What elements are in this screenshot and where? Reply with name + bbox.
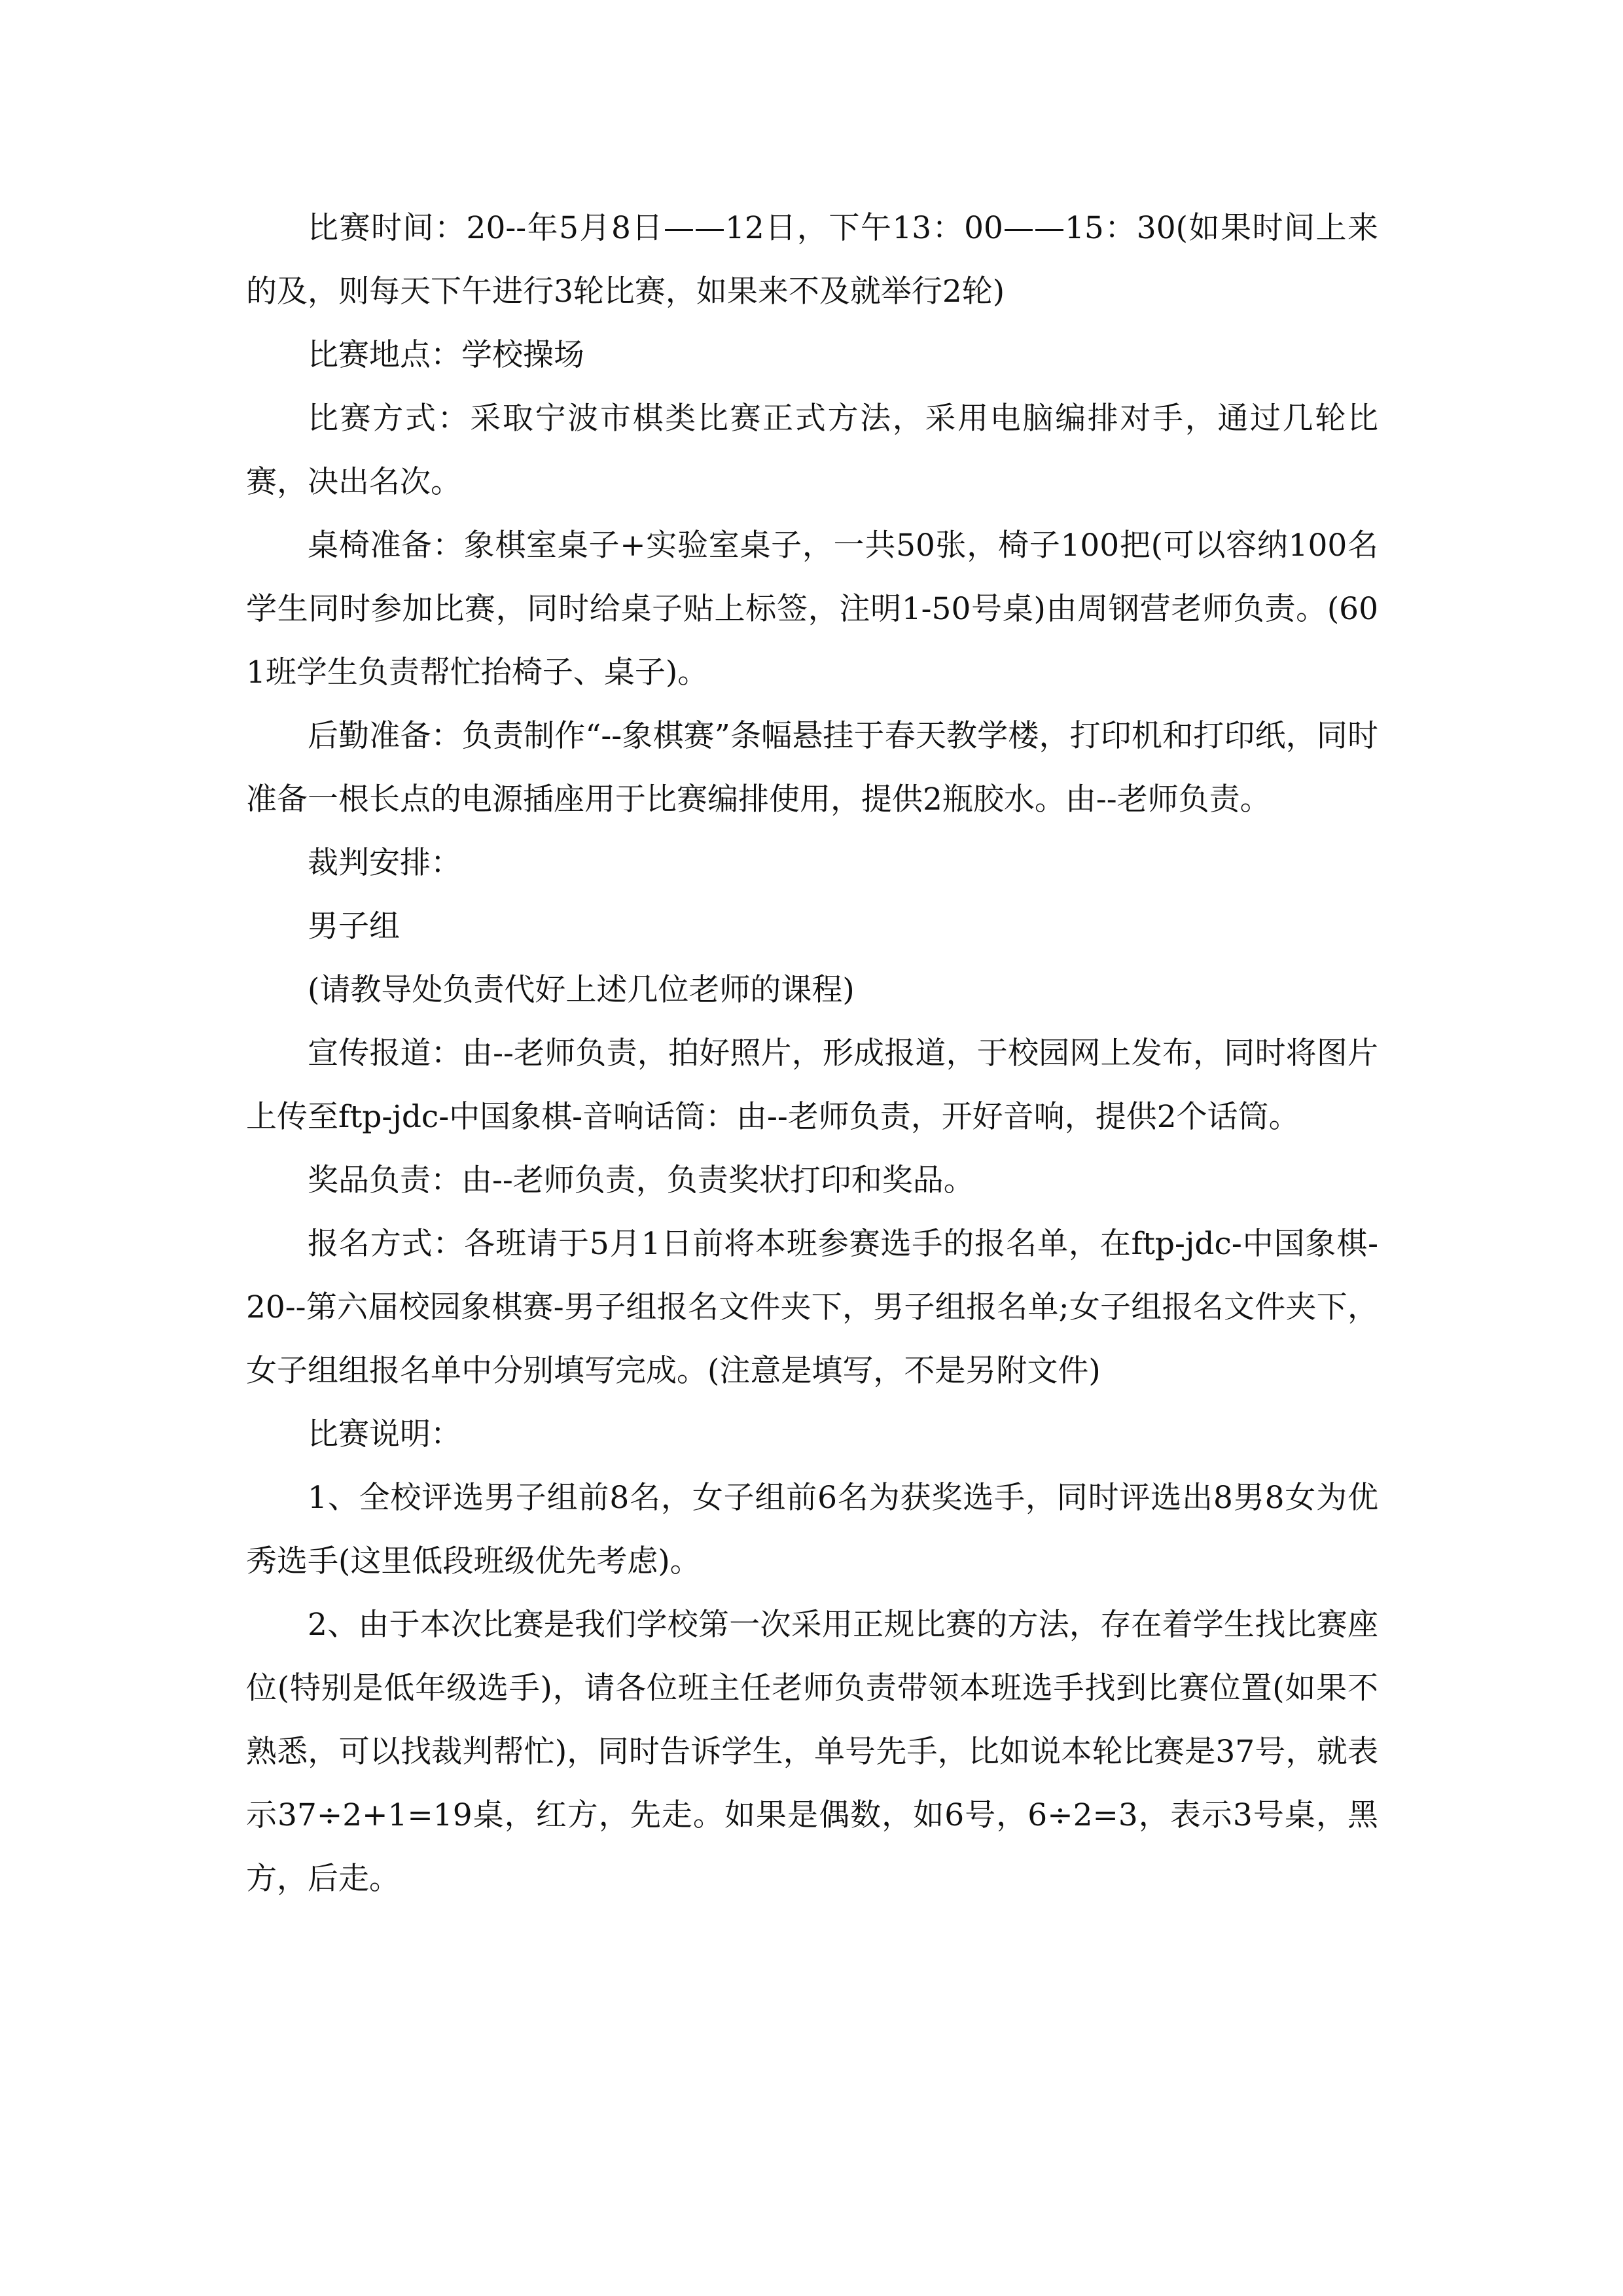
paragraph-note-2: 2、由于本次比赛是我们学校第一次采用正规比赛的方法，存在着学生找比赛座位(特别是低年级选手)，请各位班主任老师负责带领本班选手找到比赛位置(如果不熟悉，可以找裁判帮忙)，同时告诉学生，单号先手，比如说本轮比赛是37号，就表示37÷2+1=19桌，红方，先走。如果是偶数，如6号，6÷2=3，表示3号桌，黑方，后走。 [246, 1607, 1378, 1897]
paragraph-registration: 报名方式：各班请于5月1日前将本班参赛选手的报名单，在ftp-jdc-中国象棋-20--第六届校园象棋赛-男子组报名文件夹下，男子组报名单;女子组报名文件夹下，女子组组报名单中分别填写完成。(注意是填写，不是另附文件) [246, 1226, 1378, 1389]
paragraph-referee-heading: 裁判安排： [308, 845, 461, 881]
paragraph-logistics: 后勤准备：负责制作“--象棋赛”条幅悬挂于春天教学楼，打印机和打印纸，同时准备一根长点的电源插座用于比赛编排使用，提供2瓶胶水。由--老师负责。 [246, 718, 1378, 817]
paragraph-course-note: (请教导处负责代好上述几位老师的课程) [308, 972, 855, 1008]
paragraph-tables-chairs: 桌椅准备：象棋室桌子+实验室桌子，一共50张，椅子100把(可以容纳100名学生同时参加比赛，同时给桌子贴上标签，注明1-50号桌)由周钢营老师负责。(601班学生负责帮忙抬椅子、桌子)。 [246, 528, 1378, 691]
paragraph-match-time: 比赛时间：20--年5月8日——12日，下午13：00——15：30(如果时间上来的及，则每天下午进行3轮比赛，如果来不及就举行2轮) [246, 210, 1378, 310]
paragraph-prizes: 奖品负责：由--老师负责，负责奖状打印和奖品。 [308, 1162, 974, 1198]
paragraph-notes-heading: 比赛说明： [308, 1416, 461, 1452]
paragraph-men-group: 男子组 [308, 908, 400, 944]
document-page [246, 196, 1378, 1910]
paragraph-note-1: 1、全校评选男子组前8名，女子组前6名为获奖选手，同时评选出8男8女为优秀选手(这里低段班级优先考虑)。 [246, 1480, 1378, 1579]
paragraph-publicity: 宣传报道：由--老师负责，拍好照片，形成报道，于校园网上发布，同时将图片上传至ftp-jdc-中国象棋-音响话筒：由--老师负责，开好音响，提供2个话筒。 [246, 1035, 1378, 1135]
paragraph-match-location: 比赛地点：学校操场 [308, 337, 584, 373]
paragraph-match-format: 比赛方式：采取宁波市棋类比赛正式方法，采用电脑编排对手，通过几轮比赛，决出名次。 [246, 401, 1378, 500]
